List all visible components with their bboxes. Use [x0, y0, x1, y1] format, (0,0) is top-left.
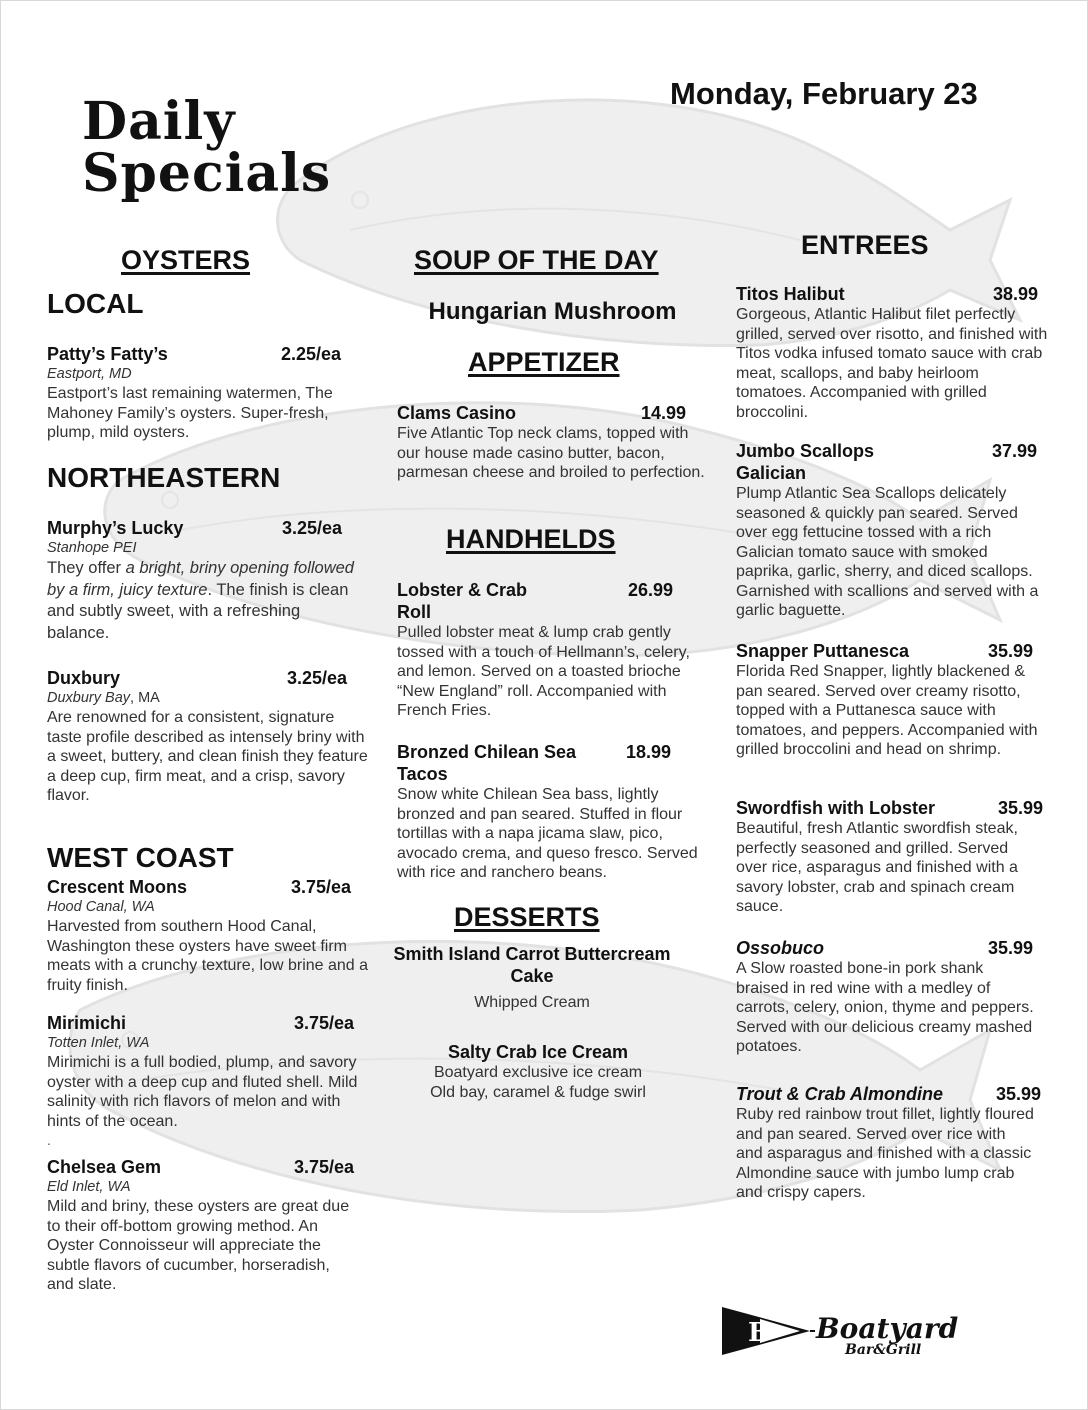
west-coast-heading: WEST COAST [47, 842, 234, 873]
entree-item-trout-crab-almondine [736, 1083, 1051, 1203]
item-description: Are renowned for a consistent, signature taste profile described as intensely briny with a sweet, buttery, and clean finish they feature a deep cup, firm meat, and a crisp, savory flavor. [47, 709, 368, 804]
oyster-item-pattys-fattys [47, 343, 367, 443]
item-price: 18.99 [626, 742, 672, 762]
item-price: 35.99 [998, 798, 1044, 818]
item-price: 26.99 [628, 580, 674, 600]
item-name: Trout & Crab Almondine [736, 1084, 943, 1104]
item-description: Whipped Cream [474, 994, 590, 1011]
item-origin: Totten Inlet, WA [47, 1035, 150, 1051]
handheld-item-bronzed-chilean-sea-tacos [397, 741, 712, 883]
appetizer-item-clams-casino [397, 402, 712, 483]
item-origin: Eld Inlet, WA [47, 1179, 131, 1195]
local-heading: LOCAL [47, 288, 144, 319]
oysters-heading: OYSTERS [121, 245, 251, 275]
item-price: 35.99 [988, 641, 1034, 661]
item-description-line-2: Old bay, caramel & fudge swirl [430, 1083, 646, 1101]
item-name: Patty’s Fatty’s [47, 344, 168, 364]
item-price: 35.99 [988, 938, 1034, 958]
entree-item-ossobuco [736, 937, 1051, 1057]
stray-mark: . [47, 1132, 51, 1148]
entrees-heading: ENTREES [801, 230, 929, 260]
item-price: 14.99 [641, 403, 687, 423]
item-origin: Stanhope PEI [47, 540, 137, 556]
item-origin: Eastport, MD [47, 366, 132, 382]
item-description: Pulled lobster meat & lump crab gently tossed with a touch of Hellmann’s, celery, and lemon. Served on a toasted brioche “New England” roll. Accompanied with French Fries. [397, 624, 690, 719]
entree-item-swordfish-with-lobster [736, 797, 1051, 917]
item-description: Beautiful, fresh Atlantic swordfish steak, perfectly seasoned and grilled. Served over rice, asparagus and finished with a savory lobster, crab and spinach cream sauce. [736, 820, 1018, 915]
entree-item-titos-halibut [736, 283, 1051, 422]
item-price: 3.25/ea [282, 518, 343, 538]
item-name: Swordfish with Lobster [736, 798, 936, 818]
item-price: 3.75/ea [294, 1013, 355, 1033]
item-price: 3.25/ea [287, 668, 348, 688]
item-description: A Slow roasted bone-in pork shank braised in red wine with a medley of carrots, celery, onion, thyme and peppers. Served with our delicious creamy mashed potatoes. [736, 960, 1034, 1055]
page-title [82, 91, 332, 204]
item-description: Gorgeous, Atlantic Halibut filet perfectly grilled, served over risotto, and finished with Titos vodka infused tomato sauce with crab meat, scallops, and baby heirloom tomatoes. Accompanied with grilled broccolini. [736, 306, 1048, 421]
soup-heading: SOUP OF THE DAY [414, 245, 659, 275]
logo-sub: Bar&Grill [845, 1342, 922, 1358]
item-price: 3.75/ea [291, 877, 352, 897]
item-name: Murphy’s Lucky [47, 518, 184, 538]
title-line-1: Daily [82, 91, 236, 152]
entree-item-jumbo-scallops-galician [736, 440, 1046, 621]
appetizer-heading: APPETIZER [468, 347, 620, 377]
item-name: Snapper Puttanesca [736, 641, 910, 661]
oyster-item-crescent-moons [47, 876, 369, 995]
desserts-heading: DESSERTS [454, 902, 600, 932]
item-name: Crescent Moons [47, 877, 188, 897]
dessert-item-salty-crab-ice-cream [392, 1041, 684, 1102]
handhelds-heading: HANDHELDS [446, 524, 616, 554]
item-description-line-1: Boatyard exclusive ice cream [433, 1064, 643, 1081]
item-name: Duxbury [47, 668, 121, 688]
item-description: They offer a bright, briny opening followed by a firm, juicy texture. The finish is clean and subtly sweet, with a refreshing balance. [47, 559, 354, 642]
item-name: Clams Casino [397, 403, 517, 423]
item-description: Five Atlantic Top neck clams, topped with our house made casino butter, bacon, parmesan cheese and broiled to perfection. [397, 425, 705, 481]
oyster-item-murphys-lucky [47, 517, 367, 644]
item-name: Bronzed Chilean Sea Tacos [397, 742, 577, 784]
item-name: Jumbo Scallops Galician [736, 441, 875, 483]
item-origin: Duxbury Bay, MA [47, 690, 160, 706]
item-name: Salty Crab Ice Cream [447, 1042, 629, 1062]
item-name: Lobster & Crab Roll [397, 580, 528, 622]
menu-date: Monday, February 23 [670, 76, 978, 111]
oyster-item-mirimichi [47, 1012, 369, 1131]
dessert-item-carrot-cake [392, 943, 672, 1013]
item-name: Mirimichi [47, 1013, 127, 1033]
title-line-2: Specials [82, 143, 332, 204]
item-name: Ossobuco [736, 938, 825, 958]
item-origin: Hood Canal, WA [47, 899, 155, 915]
oyster-item-duxbury [47, 667, 369, 806]
item-price: 37.99 [992, 441, 1038, 461]
item-description: Harvested from southern Hood Canal, Washington these oysters have sweet firm meats with a crunchy texture, low brine and a fruity finish. [47, 918, 369, 994]
soup-name: Hungarian Mushroom [428, 298, 677, 325]
item-price: 3.75/ea [294, 1157, 355, 1177]
entree-item-snapper-puttanesca [736, 640, 1051, 760]
item-description: Mild and briny, these oysters are great due to their off-bottom growing method. An Oyster Connoisseur will appreciate the subtle flavors of cucumber, horseradish, and slate. [47, 1198, 350, 1293]
northeastern-heading: NORTHEASTERN [47, 462, 281, 493]
item-name: Smith Island Carrot Buttercream Cake [393, 944, 671, 986]
logo-name: Boatyard [816, 1312, 959, 1345]
item-price: 38.99 [993, 284, 1039, 304]
item-price: 35.99 [996, 1084, 1042, 1104]
item-description: Ruby red rainbow trout fillet, lightly floured and pan seared. Served over rice with and asparagus and finished with a classic Almondine sauce with jumbo lump crab and crispy capers. [736, 1106, 1034, 1201]
item-description: Eastport’s last remaining watermen, The Mahoney Family’s oysters. Super-fresh, plump, mild oysters. [47, 385, 333, 441]
item-price: 2.25/ea [281, 344, 342, 364]
item-description: Snow white Chilean Sea bass, lightly bronzed and pan seared. Stuffed in flour tortillas with a napa jicama slaw, pico, avocado crema, and queso fresco. Served with rice and ranchero beans. [397, 786, 698, 881]
item-name: Chelsea Gem [47, 1157, 162, 1177]
item-description: Mirimichi is a full bodied, plump, and savory oyster with a deep cup and fluted shell. Mild salinity with rich flavors of melon and with hints of the ocean. [47, 1054, 358, 1130]
item-name: Titos Halibut [736, 284, 845, 304]
oyster-item-chelsea-gem [47, 1156, 357, 1295]
logo-flag-letter: B [748, 1318, 770, 1348]
item-description: Florida Red Snapper, lightly blackened & pan seared. Served over creamy risotto, topped with a Puttanesca sauce with tomatoes, and peppers. Accompanied with grilled broccolini and head on shrimp. [736, 663, 1038, 758]
item-description: Plump Atlantic Sea Scallops delicately seasoned & quickly pan seared. Served over egg fettucine tossed with a rich Galician tomato sauce with smoked paprika, garlic, sherry, and diced scallops. Garnished with scallions and served with a garlic baguette. [736, 485, 1039, 619]
handheld-item-lobster-crab-roll [397, 579, 712, 721]
